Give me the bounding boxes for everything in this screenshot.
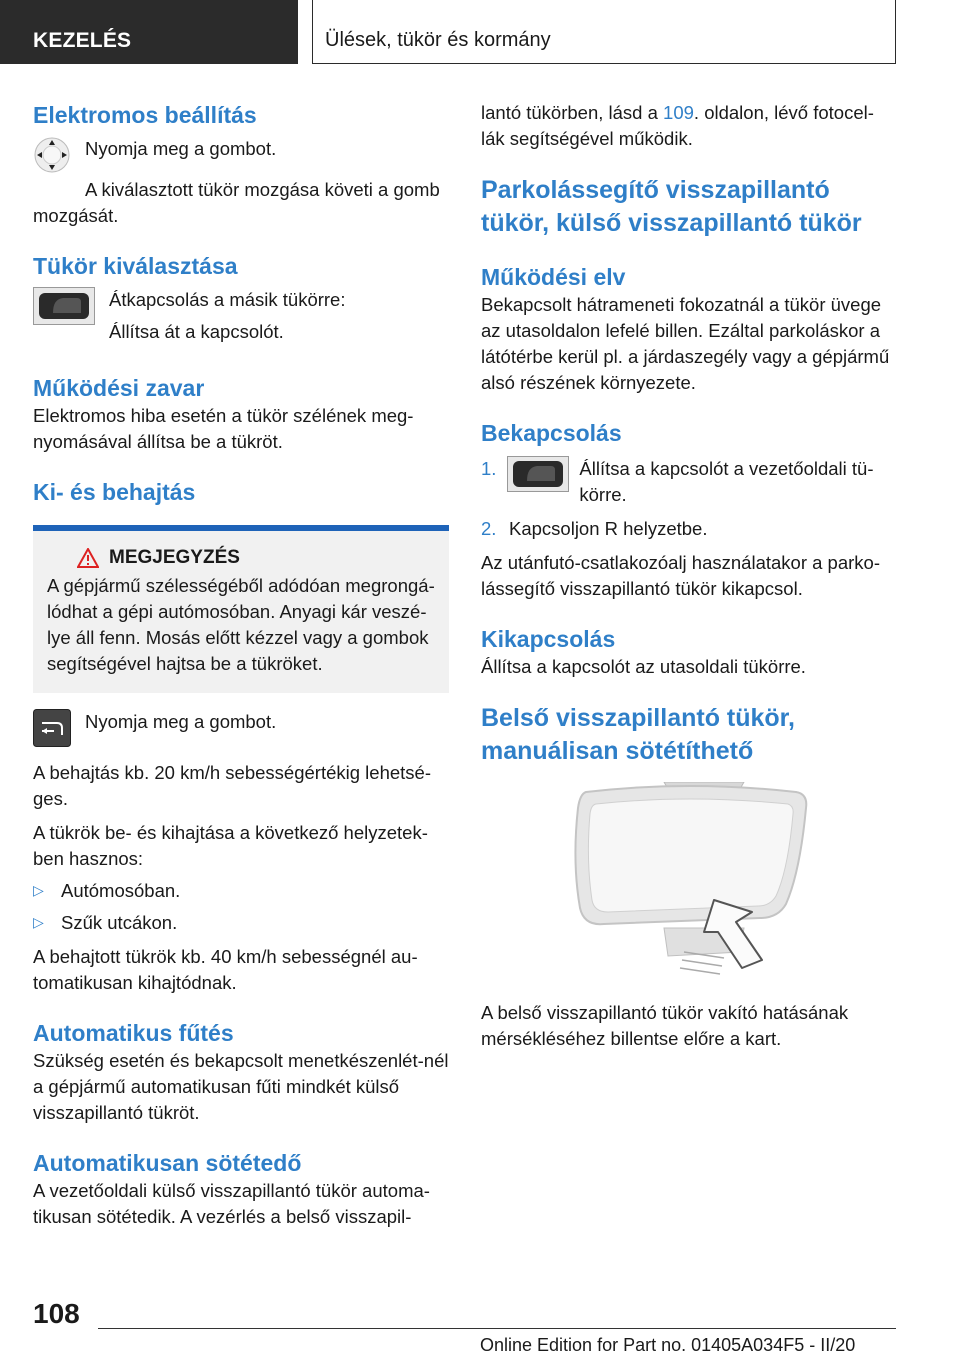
notice-title (77, 547, 435, 569)
page-link[interactable]: 109 (663, 102, 694, 123)
dimming-text: A vezetőoldali külső visszapillantó tükör automa-tikusan sötétedik. A vezérlés a belső visszapil- (33, 1180, 430, 1227)
heading-heating: Automatikus fűtés (33, 1020, 234, 1046)
heading-off: Kikapcsolás (481, 626, 616, 652)
select-line2: Állítsa át a kapcsolót. (109, 321, 284, 342)
left-column (33, 100, 449, 1230)
electric-line2: A kiválasztott tükör mozgása követi a gomb mozgását. (33, 179, 440, 226)
page-number: 108 (33, 1298, 80, 1329)
electric-line1: Nyomja meg a gombot. (85, 138, 277, 159)
list-item (33, 910, 449, 936)
fold-p2: A tükrök be- és kihajtása a következő helyzetek-ben hasznos: (33, 822, 428, 869)
heading-dimming: Automatikusan sötétedő (33, 1150, 302, 1176)
step-body (507, 456, 897, 508)
fold-press: Nyomja meg a gombot. (85, 711, 277, 732)
fold-p3: A behajtott tükrök kb. 40 km/h sebességnél au-tomatikusan kihajtódnak. (33, 946, 418, 993)
fold-text (85, 709, 276, 741)
heading-parking: Parkolássegítő visszapillantó tükör, külső visszapillantó tükör (481, 176, 862, 237)
principle-text: Bekapcsolt hátrameneti fokozatnál a tükör üvege az utasoldalon lefelé billen. Ezáltal parkoláskor a látótérbe kerül pl. a járdaszegély vagy a gépjármű alsó részének környezete. (481, 294, 890, 393)
header-section: KEZELÉS (0, 0, 298, 64)
select-text (109, 287, 345, 351)
cont-b: . oldalon, lévő fotocel-lák segítségével működik. (481, 102, 874, 149)
bullet-triangle-icon: ▷ (33, 882, 44, 898)
heading-on: Bekapcsolás (481, 420, 622, 446)
electric-text (85, 136, 276, 168)
step-text: Kapcsoljon R helyzetbe. (509, 518, 708, 539)
trailer-text: Az utánfutó-csatlakozóalj használatakor a parko-lássegítő visszapillantó tükör kikapcsol. (481, 552, 880, 599)
fault-text: Elektromos hiba esetén a tükör szélének meg-nyomásával állítsa be a tükröt. (33, 405, 414, 452)
notice-title-text: MEGJEGYZÉS (109, 547, 240, 568)
notice-text: A gépjármű szélességéből adódóan megrongá-lódhat a gépi autómosóban. Anyagi kár veszé-lye áll fenn. Mosás előtt kézzel vagy a gombok segítségével hajtsa be a tükröket. (47, 575, 435, 674)
select-line1: Átkapcsolás a másik tükörre: (109, 289, 346, 310)
fold-row (33, 709, 449, 752)
heading-fault: Működési zavar (33, 375, 205, 401)
off-text: Állítsa a kapcsolót az utasoldali tükörre. (481, 656, 806, 677)
fold-mirror-button-icon (33, 709, 71, 752)
step-row (481, 516, 897, 542)
footer-edition: Online Edition for Part no. 01405A034F5 - II/20 (480, 1335, 856, 1355)
right-column (481, 100, 897, 1052)
heading-interior: Belső visszapillantó tükör, manuálisan sötétíthető (481, 704, 795, 765)
interior-mirror-illustration (481, 782, 897, 982)
bullet-text: Autómosóban. (61, 880, 181, 901)
step-number: 2. (481, 518, 497, 539)
mirror-switch-icon (33, 287, 95, 330)
heading-fold: Ki- és behajtás (33, 479, 196, 505)
heading-principle: Működési elv (481, 264, 626, 290)
mirror-joystick-icon (33, 136, 71, 179)
step-text: Állítsa a kapcsolót a vezetőoldali tü-körre. (579, 458, 874, 505)
header-chapter: Ülések, tükör és kormány (312, 0, 896, 64)
mirror-switch-icon (507, 456, 569, 492)
step-row (481, 456, 897, 508)
select-row (33, 287, 449, 351)
fold-p1: A behajtás kb. 20 km/h sebességértékig lehetsé-ges. (33, 762, 431, 809)
footer-divider (98, 1328, 896, 1329)
bullet-text: Szűk utcákon. (61, 912, 178, 933)
step-number: 1. (481, 458, 497, 479)
heating-text: Szükség esetén és bekapcsolt menetkészenlét-nél a gépjármű automatikusan fűti mindkét külső visszapillantó tükröt. (33, 1050, 449, 1123)
list-item (33, 878, 449, 904)
interior-caption: A belső visszapillantó tükör vakító hatásának mérsékléséhez billentse előre a kart. (481, 1002, 849, 1049)
continued-text (481, 100, 897, 152)
notice-box (33, 531, 449, 693)
electric-row (33, 136, 449, 179)
heading-electric: Elektromos beállítás (33, 102, 257, 128)
warning-icon (77, 548, 99, 568)
cont-a: lantó tükörben, lásd a (481, 102, 664, 123)
bullet-triangle-icon: ▷ (33, 914, 44, 930)
heading-select: Tükör kiválasztása (33, 253, 238, 279)
